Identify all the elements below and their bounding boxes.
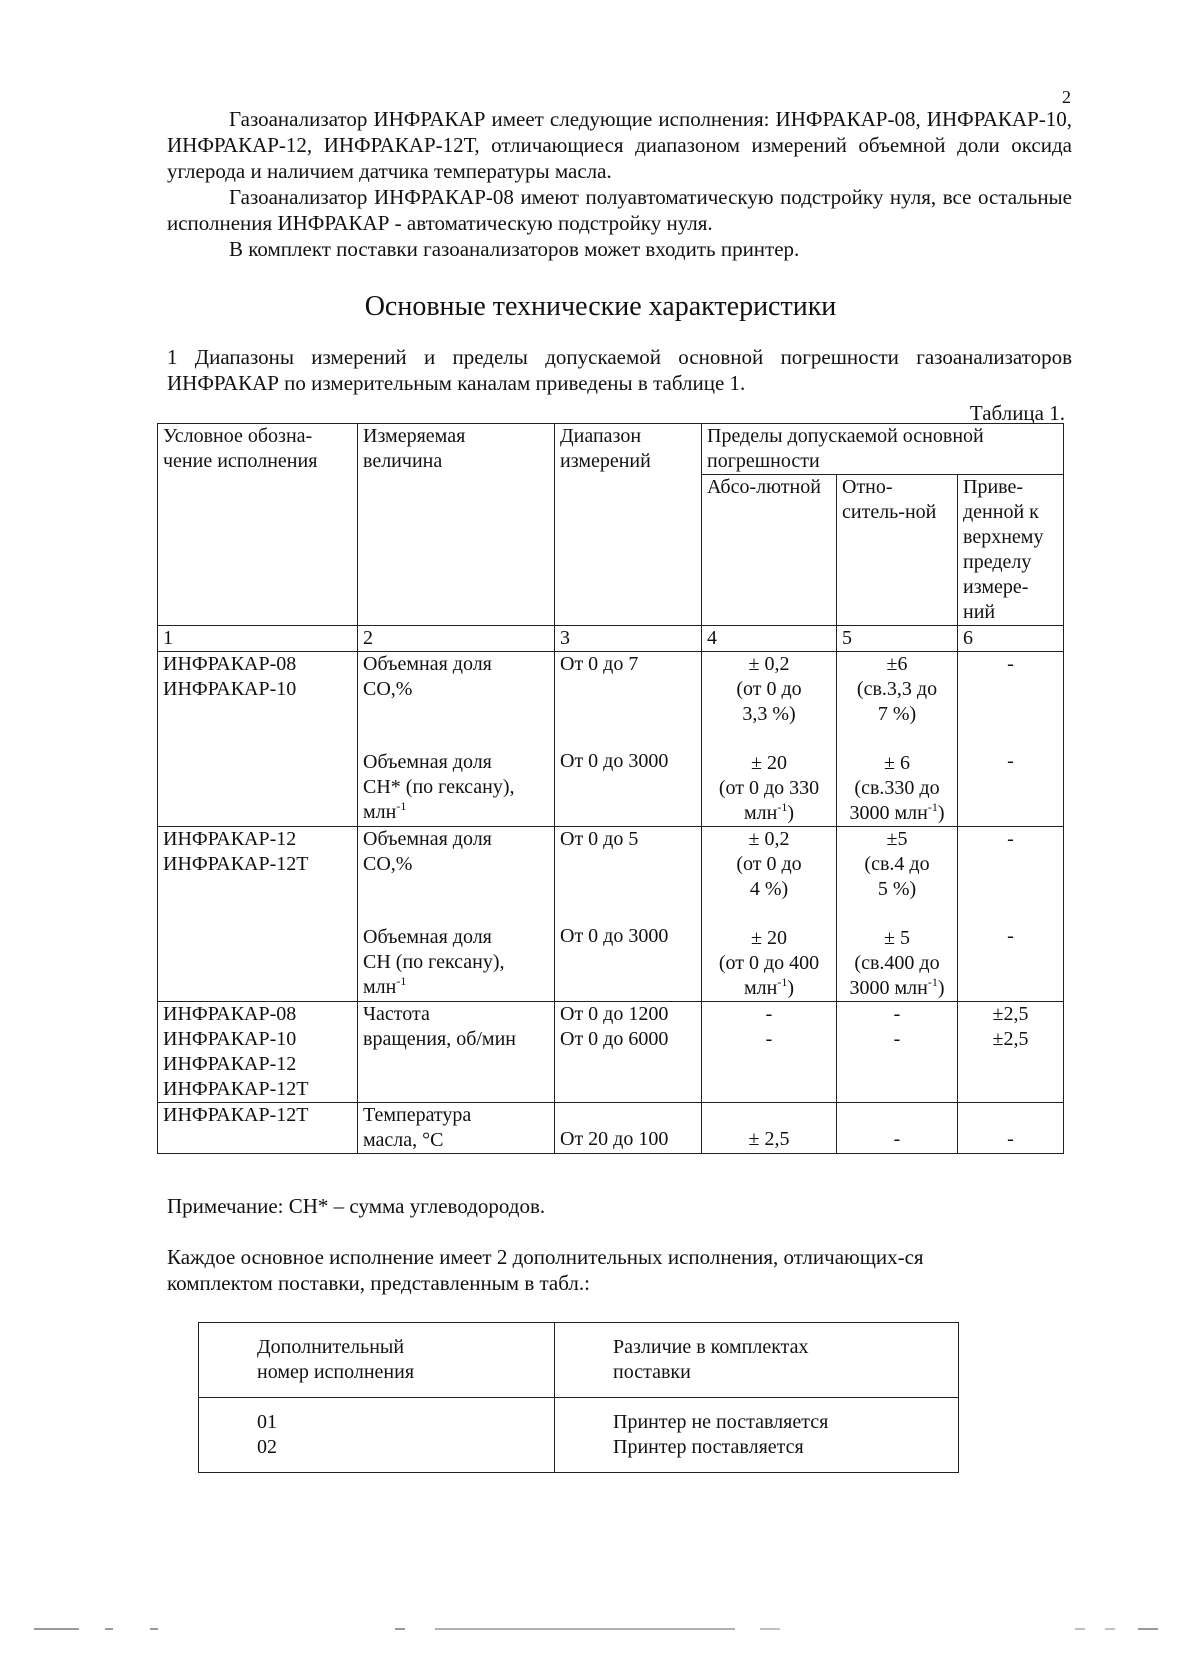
model-name: ИНФРАКАР-08 — [163, 653, 297, 675]
quantity-line: Объемная доля — [363, 828, 492, 850]
error-line: ± 20 — [751, 927, 787, 949]
additional-number-cell — [199, 1398, 555, 1473]
paren-close: ) — [937, 802, 945, 824]
header-absolute: Абсо-лютной — [702, 475, 837, 626]
unit-exponent: -1 — [777, 800, 788, 814]
quantity-line: вращения, об/мин — [363, 1028, 516, 1050]
model-cell — [158, 1002, 358, 1103]
table2-body-row — [199, 1398, 959, 1473]
error-line: ± 20 — [751, 752, 787, 774]
quantity-line: Частота — [363, 1003, 430, 1025]
column-number: 2 — [358, 626, 555, 652]
error-line: (от 0 до — [736, 853, 802, 875]
error-line: - — [1007, 1128, 1014, 1150]
range-value: От 0 до 3000 — [560, 750, 669, 772]
quantity-line: СО,% — [363, 678, 413, 700]
quantity-line: СН* (по гексану), — [363, 776, 515, 798]
table1-caption: Таблица 1. — [969, 401, 1065, 425]
header-difference — [555, 1323, 959, 1398]
range-value: От 0 до 1200 — [560, 1003, 669, 1025]
header-line: Различие в комплектах — [613, 1336, 809, 1358]
absolute-error-cell — [702, 1002, 837, 1103]
unit-text: млн — [743, 802, 778, 824]
quantity-cell — [358, 1103, 555, 1154]
error-line — [838, 976, 956, 1001]
header-line: поставки — [613, 1361, 691, 1383]
header-reduced: Приве-денной к верхнему пределу измере-ний — [958, 475, 1064, 626]
intro-paragraph-1: Газоанализатор ИНФРАКАР имеет следующие исполнения: ИНФРАКАР-08, ИНФРАКАР-10, ИНФРАКАР-12, ИНФРАКАР-12Т, отличающиеся диапазоном измерений объемной доли оксида углерода и наличием датчика температуры масла. — [167, 107, 1072, 183]
error-line: ±2,5 — [992, 1028, 1029, 1050]
relative-error-cell — [837, 1103, 958, 1154]
error-line: - — [1007, 750, 1014, 772]
error-line: (от 0 до — [736, 678, 802, 700]
version-difference: Принтер не поставляется — [613, 1411, 829, 1433]
error-line — [707, 976, 831, 1001]
reduced-error-cell — [958, 1103, 1064, 1154]
error-line: ± 2,5 — [748, 1128, 790, 1150]
range-value: От 0 до 6000 — [560, 1028, 669, 1050]
range-value: От 0 до 5 — [560, 828, 639, 850]
intro-text — [167, 106, 1072, 262]
error-line: (св.3,3 до — [856, 678, 938, 700]
additional-versions-paragraph: Каждое основное исполнение имеет 2 дополнительных исполнения, отличающих-ся комплектом поставки, представленным в табл.: — [167, 1245, 924, 1295]
table-row — [158, 1002, 1064, 1103]
error-line: (от 0 до 400 — [718, 952, 820, 974]
model-name: ИНФРАКАР-12 — [163, 1053, 297, 1075]
error-line: - — [893, 1028, 901, 1050]
model-name: ИНФРАКАР-12 — [163, 828, 297, 850]
model-name: ИНФРАКАР-08 — [163, 1003, 297, 1025]
paren-close: ) — [787, 802, 794, 824]
table1-column-numbers-row — [158, 626, 1064, 652]
column-number: 4 — [702, 626, 837, 652]
model-name: ИНФРАКАР-12Т — [163, 1078, 309, 1100]
additional-versions-table — [198, 1322, 959, 1473]
model-name: ИНФРАКАР-12Т — [163, 853, 309, 875]
unit-text: 3000 млн — [849, 977, 928, 999]
error-line: ± 6 — [884, 752, 910, 774]
error-line: ± 0,2 — [748, 828, 790, 850]
table1-intro-paragraph: 1 Диапазоны измерений и пределы допускаемой основной погрешности газоанализаторов ИНФРАКАР по измерительным каналам приведены в таблице 1. — [167, 345, 1072, 395]
error-line: 7 %) — [877, 703, 917, 725]
unit-text: 3000 млн — [849, 802, 928, 824]
column-number: 5 — [837, 626, 958, 652]
unit-exponent: -1 — [396, 799, 407, 813]
header-range-label: Диапазон измерений — [560, 425, 651, 472]
error-line: ±5 — [886, 828, 908, 850]
error-line: (от 0 до 330 — [718, 777, 820, 799]
quantity-line: СН (по гексану), — [363, 951, 505, 973]
relative-error-cell — [837, 1002, 958, 1103]
error-line: (св.4 до — [864, 853, 930, 875]
reduced-error-cell — [958, 1002, 1064, 1103]
quantity-line: СО,% — [363, 853, 413, 875]
version-number: 01 — [257, 1411, 277, 1433]
unit-text: млн — [363, 801, 397, 823]
error-line: (св.400 до — [854, 952, 940, 974]
paren-close: ) — [937, 977, 945, 999]
reduced-error-cell — [958, 652, 1064, 827]
header-relative: Отно-ситель-ной — [837, 475, 958, 626]
error-line: - — [765, 1028, 773, 1050]
quantity-cell — [358, 1002, 555, 1103]
column-number: 1 — [158, 626, 358, 652]
page-number: 2 — [1062, 87, 1071, 107]
error-line: ± 0,2 — [748, 653, 790, 675]
version-difference: Принтер поставляется — [613, 1436, 804, 1458]
quantity-line: Объемная доля — [363, 751, 492, 773]
range-cell — [555, 1103, 702, 1154]
range-cell — [555, 1002, 702, 1103]
table1-note: Примечание: СН* – сумма углеводородов. — [167, 1194, 546, 1218]
model-name: ИНФРАКАР-12Т — [163, 1104, 309, 1126]
range-value: От 0 до 7 — [560, 653, 639, 675]
range-value: От 20 до 100 — [560, 1128, 669, 1150]
error-line: 4 %) — [749, 878, 789, 900]
error-line: ±6 — [886, 653, 908, 675]
table2-header-row — [199, 1323, 959, 1398]
error-line: - — [1007, 653, 1014, 675]
model-name: ИНФРАКАР-10 — [163, 678, 297, 700]
header-quantity — [358, 424, 555, 626]
range-value: От 0 до 3000 — [560, 925, 669, 947]
header-error-limits: Пределы допускаемой основной погрешности — [702, 424, 1064, 475]
relative-error-cell — [837, 652, 958, 827]
unit-exponent: -1 — [927, 800, 938, 814]
error-line: - — [765, 1003, 773, 1025]
unit-text: млн — [363, 976, 397, 998]
difference-cell — [555, 1398, 959, 1473]
error-line — [707, 801, 831, 826]
model-name: ИНФРАКАР-10 — [163, 1028, 297, 1050]
column-number: 3 — [555, 626, 702, 652]
error-line: - — [1007, 925, 1014, 947]
section-title: Основные технические характеристики — [364, 291, 837, 322]
error-line: - — [1007, 828, 1014, 850]
absolute-error-cell — [702, 827, 837, 1002]
range-cell — [555, 652, 702, 827]
header-additional-number — [199, 1323, 555, 1398]
quantity-line: Объемная доля — [363, 653, 492, 675]
intro-paragraph-2: Газоанализатор ИНФРАКАР-08 имеют полуавтоматическую подстройку нуля, все остальные исполнения ИНФРАКАР - автоматическую подстройку нуля. — [167, 185, 1072, 235]
header-designation: Условное обозна-чение исполнения — [158, 424, 358, 626]
unit-exponent: -1 — [777, 975, 788, 989]
model-cell — [158, 1103, 358, 1154]
absolute-error-cell — [702, 1103, 837, 1154]
header-line: номер исполнения — [257, 1361, 415, 1383]
error-line: ±2,5 — [992, 1003, 1029, 1025]
column-number: 6 — [958, 626, 1064, 652]
version-number: 02 — [257, 1436, 277, 1458]
error-line: (св.330 до — [854, 777, 940, 799]
quantity-cell — [358, 652, 555, 827]
quantity-line — [363, 975, 549, 1000]
quantity-line — [363, 800, 549, 825]
reduced-error-cell — [958, 827, 1064, 1002]
table1-header-row-1 — [158, 424, 1064, 475]
quantity-cell — [358, 827, 555, 1002]
model-cell — [158, 827, 358, 1002]
absolute-error-cell — [702, 652, 837, 827]
intro-paragraph-3: В комплект поставки газоанализаторов может входить принтер. — [229, 237, 800, 261]
unit-exponent: -1 — [927, 975, 938, 989]
unit-exponent: -1 — [396, 974, 407, 988]
quantity-line: масла, °С — [363, 1129, 444, 1151]
range-cell — [555, 827, 702, 1002]
table-row — [158, 652, 1064, 827]
error-line: - — [893, 1128, 901, 1150]
table-row — [158, 827, 1064, 1002]
error-line: 3,3 %) — [742, 703, 796, 725]
header-line: Дополнительный — [257, 1336, 405, 1358]
unit-text: млн — [743, 977, 778, 999]
relative-error-cell — [837, 827, 958, 1002]
error-line — [838, 801, 956, 826]
quantity-line: Объемная доля — [363, 926, 492, 948]
error-line: - — [893, 1003, 901, 1025]
header-quantity-label: Измеряемая величина — [363, 425, 466, 472]
paren-close: ) — [787, 977, 794, 999]
quantity-line: Температура — [363, 1104, 472, 1126]
error-line: ± 5 — [884, 927, 910, 949]
table-row — [158, 1103, 1064, 1154]
scan-artifacts — [0, 1628, 1201, 1632]
specifications-table — [157, 423, 1064, 1154]
error-line: 5 %) — [877, 878, 917, 900]
header-range — [555, 424, 702, 626]
model-cell — [158, 652, 358, 827]
